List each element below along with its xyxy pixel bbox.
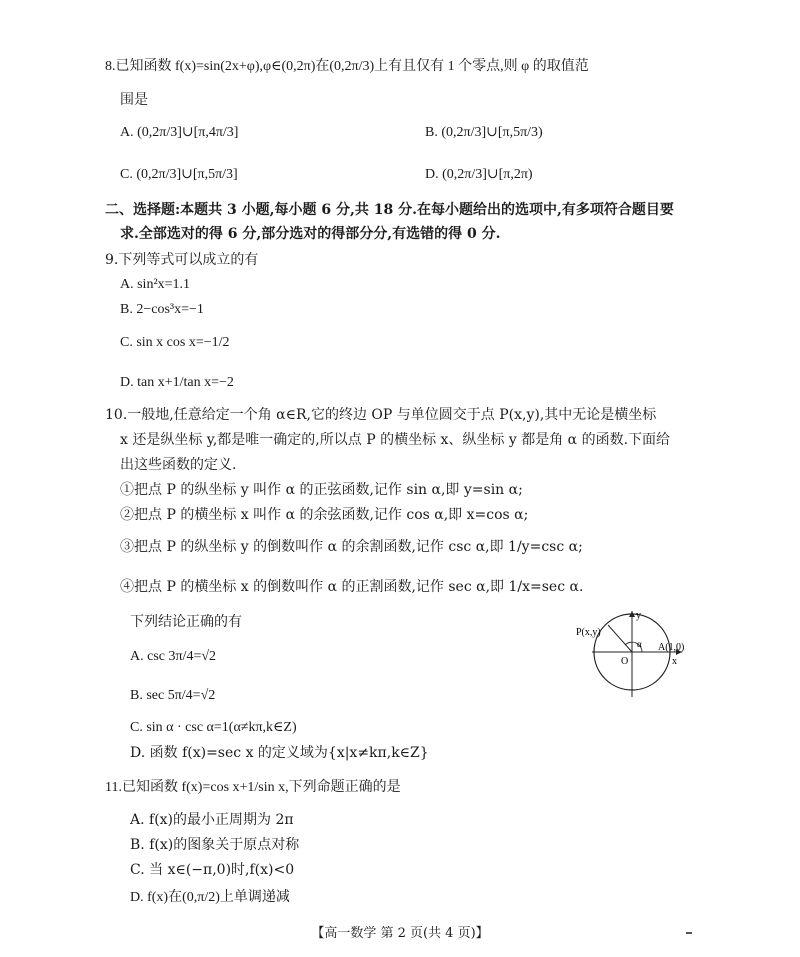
- terminal-side-op: [608, 625, 632, 652]
- q10-definition-3: ③把点 P 的纵坐标 y 的倒数叫作 α 的余割函数,记作 csc α,即 1/y=csc α;: [120, 539, 583, 555]
- label-alpha: α: [637, 639, 642, 649]
- label-y: y: [636, 610, 641, 621]
- q11-option-a: A. f(x)的最小正周期为 2π: [130, 812, 294, 828]
- q9-option-a: A. sin²x=1.1: [120, 277, 191, 292]
- q8-option-a: A. (0,2π/3]∪[π,4π/3]: [120, 125, 239, 140]
- label-p: P(x,y): [576, 627, 601, 638]
- label-o: O: [621, 656, 629, 667]
- corner-mark: [686, 932, 692, 934]
- q9-stem: 9.下列等式可以成立的有: [105, 252, 259, 268]
- q11-option-b: B. f(x)的图象关于原点对称: [130, 837, 300, 853]
- q8-option-d: D. (0,2π/3]∪[π,2π): [425, 167, 533, 182]
- q8-stem-line2: 围是: [120, 92, 148, 108]
- page-footer: 【高一数学 第 2 页(共 4 页)】: [311, 926, 489, 941]
- q10-stem-line2: x 还是纵坐标 y,都是唯一确定的,所以点 P 的横坐标 x、纵坐标 y 都是角 α 的函数.下面给: [120, 432, 671, 448]
- q10-definition-4: ④把点 P 的横坐标 x 的倒数叫作 α 的正割函数,记作 sec α,即 1/x=sec α.: [120, 579, 584, 595]
- q8-stem-line1: 8.已知函数 f(x)=sin(2x+φ),φ∈(0,2π)在(0,2π/3)上有且仅有 1 个零点,则 φ 的取值范: [105, 59, 589, 74]
- q10-definition-1: ①把点 P 的纵坐标 y 叫作 α 的正弦函数,记作 sin α,即 y=sin α;: [120, 482, 523, 498]
- q9-option-b: B. 2−cos³x=−1: [120, 302, 204, 317]
- q11-stem: 11.已知函数 f(x)=cos x+1/sin x,下列命题正确的是: [105, 780, 401, 795]
- section2-heading-line2: 求.全部选对的得 6 分,部分选对的得部分分,有选错的得 0 分.: [120, 226, 501, 242]
- q10-option-a: A. csc 3π/4=√2: [130, 649, 217, 664]
- q8-option-c: C. (0,2π/3]∪[π,5π/3]: [120, 167, 238, 182]
- q10-option-c: C. sin α · csc α=1(α≠kπ,k∈Z): [130, 720, 297, 735]
- q10-definition-2: ②把点 P 的横坐标 x 叫作 α 的余弦函数,记作 cos α,即 x=cos α;: [120, 507, 529, 523]
- q10-option-b: B. sec 5π/4=√2: [130, 688, 216, 703]
- q10-stem-line3: 出这些函数的定义.: [120, 457, 237, 473]
- label-a: A(1,0): [658, 642, 685, 653]
- q11-option-d: D. f(x)在(0,π/2)上单调递减: [130, 890, 290, 905]
- q9-option-d: D. tan x+1/tan x=−2: [120, 375, 234, 390]
- q11-option-c: C. 当 x∈(−π,0)时,f(x)<0: [130, 862, 295, 878]
- q10-option-d: D. 函数 f(x)=sec x 的定义域为{x|x≠kπ,k∈Z}: [130, 745, 429, 761]
- label-x: x: [672, 656, 677, 667]
- unit-circle-figure: [574, 607, 704, 702]
- q10-stem-line1: 10.一般地,任意给定一个角 α∈R,它的终边 OP 与单位圆交于点 P(x,y),其中无论是横坐标: [105, 407, 657, 423]
- q10-prompt: 下列结论正确的有: [130, 614, 242, 630]
- q8-option-b: B. (0,2π/3]∪[π,5π/3): [425, 125, 543, 140]
- q9-option-c: C. sin x cos x=−1/2: [120, 335, 230, 350]
- section2-heading-line1: 二、选择题:本题共 3 小题,每小题 6 分,共 18 分.在每小题给出的选项中,有多项符合题目要: [105, 202, 674, 218]
